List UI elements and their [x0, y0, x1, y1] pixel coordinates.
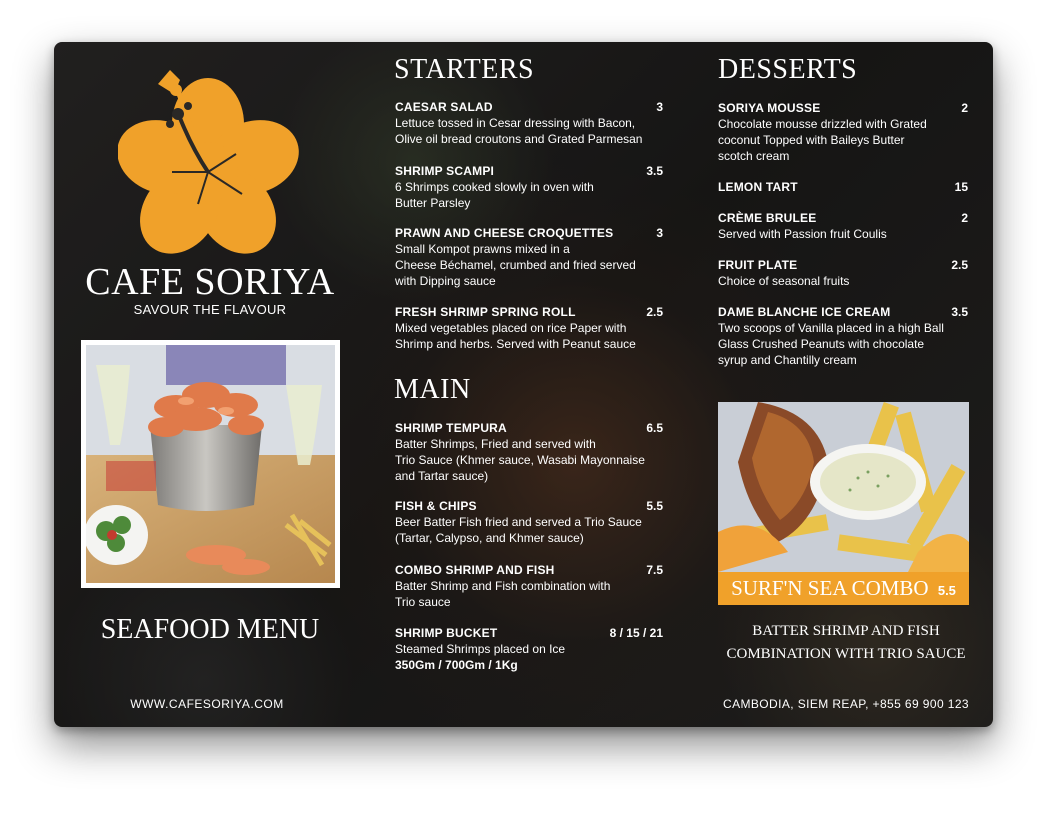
item-description: Two scoops of Vanilla placed in a high Ball Glass Crushed Peanuts with chocolate syrup and Chantilly cream	[718, 321, 944, 367]
item-description: Beer Batter Fish fried and served a Trio Sauce (Tartar, Calypso, and Khmer sauce)	[395, 515, 642, 545]
main-heading: MAIN	[394, 374, 471, 405]
item-name: FRUIT PLATE	[718, 258, 798, 272]
menu-title: SEAFOOD MENU	[100, 614, 320, 645]
starters-heading: STARTERS	[394, 54, 535, 85]
menu-card	[54, 42, 993, 727]
item-name: FISH & CHIPS	[395, 499, 477, 513]
desserts-heading: DESSERTS	[718, 54, 858, 85]
item-description: Steamed Shrimps placed on Ice	[395, 642, 566, 656]
menu-item	[395, 563, 663, 610]
menu-item	[395, 305, 663, 352]
menu-item	[395, 100, 663, 147]
item-price: 2.5	[951, 258, 968, 272]
item-description: Served with Passion fruit Coulis	[718, 227, 887, 241]
menu-item	[395, 421, 663, 484]
item-description: Lettuce tossed in Cesar dressing with Bacon, Olive oil bread croutons and Grated Parmesan	[395, 116, 643, 146]
combo-description: BATTER SHRIMP AND FISH COMBINATION WITH TRIO SAUCE	[726, 623, 966, 662]
item-name: PRAWN AND CHEESE CROQUETTES	[395, 226, 614, 240]
combo-title: SURF'N SEA COMBO	[731, 576, 929, 600]
item-description: Chocolate mousse drizzled with Grated coconut Topped with Baileys Butter scotch cream	[718, 117, 927, 163]
item-name: CRÈME BRULEE	[718, 211, 817, 225]
item-name: SHRIMP BUCKET	[395, 626, 498, 640]
item-description: Batter Shrimps, Fried and served with Trio Sauce (Khmer sauce, Wasabi Mayonnaise and Tartar sauce)	[395, 437, 645, 483]
item-sizes: 350Gm / 700Gm / 1Kg	[395, 658, 518, 672]
item-description: Small Kompot prawns mixed in a Cheese Béchamel, crumbed and fried served with Dipping sauce	[395, 242, 636, 288]
item-price: 5.5	[646, 499, 663, 513]
item-price: 6.5	[646, 421, 663, 435]
menu-content	[54, 42, 993, 727]
item-name: SORIYA MOUSSE	[718, 101, 821, 115]
item-price: 3	[656, 100, 663, 114]
menu-item	[718, 305, 968, 368]
menu-item	[395, 499, 663, 546]
hibiscus-flower-icon	[118, 54, 308, 254]
item-price: 2.5	[646, 305, 663, 319]
combo-banner	[718, 572, 969, 605]
item-name: FRESH SHRIMP SPRING ROLL	[395, 305, 576, 319]
item-price: 3.5	[951, 305, 968, 319]
menu-item	[395, 164, 663, 211]
item-name: CAESAR SALAD	[395, 100, 493, 114]
contact-info: CAMBODIA, SIEM REAP, +855 69 900 123	[723, 697, 969, 711]
item-description: Mixed vegetables placed on rice Paper with Shrimp and herbs. Served with Peanut sauce	[395, 321, 636, 351]
item-name: DAME BLANCHE ICE CREAM	[718, 305, 891, 319]
item-description: 6 Shrimps cooked slowly in oven with Butter Parsley	[395, 180, 594, 210]
item-price: 2	[961, 211, 968, 225]
menu-item	[395, 226, 663, 289]
item-price: 3.5	[646, 164, 663, 178]
combo-price: 5.5	[937, 583, 956, 598]
shrimp-bucket-photo	[81, 340, 340, 588]
item-price: 15	[954, 180, 968, 194]
item-name: LEMON TART	[718, 180, 798, 194]
menu-item	[395, 626, 663, 673]
brand-name: CAFE SORIYA	[85, 261, 335, 303]
menu-item	[718, 258, 968, 289]
item-price: 3	[656, 226, 663, 240]
item-description: Batter Shrimp and Fish combination with Trio sauce	[395, 579, 611, 609]
website-link[interactable]: WWW.CAFESORIYA.COM	[130, 697, 284, 711]
menu-item	[718, 211, 968, 242]
item-description: Choice of seasonal fruits	[718, 274, 850, 288]
menu-item	[718, 101, 968, 164]
item-name: COMBO SHRIMP AND FISH	[395, 563, 555, 577]
combo-photo	[718, 402, 969, 572]
item-price: 8 / 15 / 21	[609, 626, 663, 640]
item-price: 2	[961, 101, 968, 115]
item-price: 7.5	[646, 563, 663, 577]
menu-item	[718, 180, 968, 194]
item-name: SHRIMP TEMPURA	[395, 421, 507, 435]
brand-tagline: SAVOUR THE FLAVOUR	[133, 302, 287, 317]
item-name: SHRIMP SCAMPI	[395, 164, 495, 178]
